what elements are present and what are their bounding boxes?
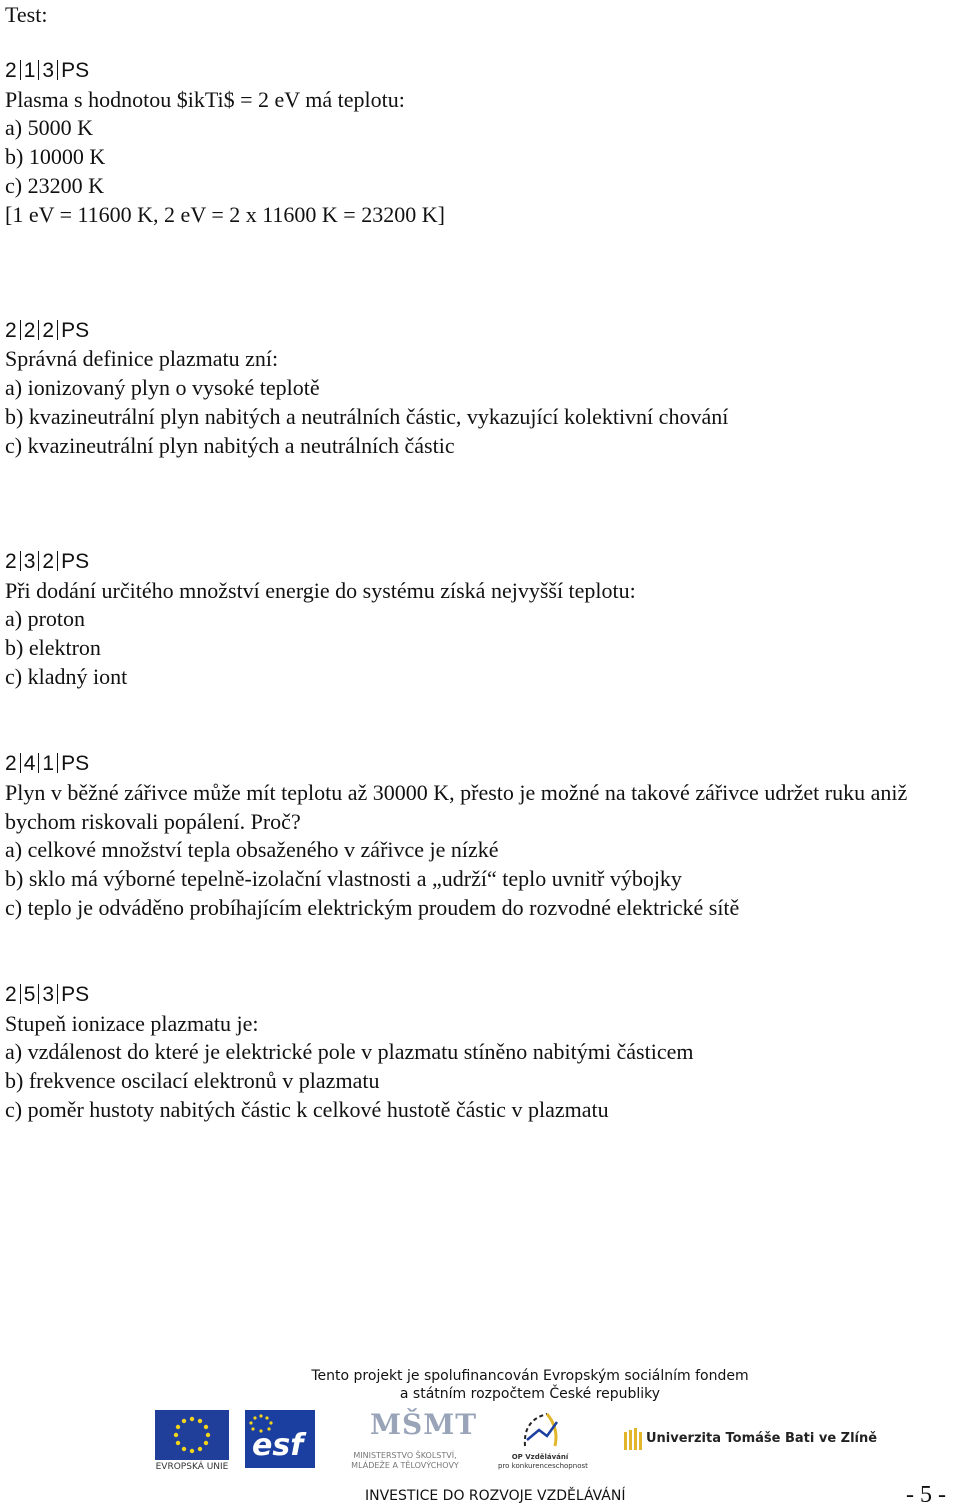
op-vk-caption-line2: pro konkurenceschopnost: [498, 1462, 588, 1470]
utb-wordmark: Univerzita Tomáše Bati ve Zlíně: [646, 1431, 878, 1446]
code-part: 2: [5, 319, 17, 342]
code-separator: [38, 984, 39, 1004]
code-part: 2: [5, 59, 17, 82]
question-text: Plasma s hodnotou $ikTi$ = 2 eV má teplotu:: [5, 87, 405, 112]
code-separator: [20, 60, 21, 80]
code-part: 2: [5, 550, 17, 573]
answer-option: b) elektron: [5, 635, 101, 660]
msmt-caption-line1: MINISTERSTVO ŠKOLSTVÍ,: [353, 1451, 457, 1460]
code-separator: [38, 320, 39, 340]
op-vk-logo: [517, 1410, 563, 1452]
code-separator: [20, 984, 21, 1004]
code-separator: [38, 60, 39, 80]
code-part: PS: [61, 319, 90, 342]
msmt-logo: MŠMT: [370, 1408, 478, 1441]
code-part: 3: [42, 983, 55, 1006]
question-text: Plyn v běžné zářivce může mít teplotu až 30000 K, přesto je možné na takové zářivce udržet ruku aniž bychom riskovali popálení. Proč?: [5, 780, 908, 834]
funding-note-line1: Tento projekt je spolufinancován Evropským sociálním fondem: [311, 1368, 749, 1384]
code-part: 2: [5, 983, 17, 1006]
code-part: 3: [42, 59, 55, 82]
code-part: 1: [42, 752, 55, 775]
answer-option: c) kladný iont: [5, 664, 128, 689]
answer-option: a) 5000 K: [5, 115, 93, 140]
code-separator: [20, 753, 21, 773]
code-separator: [57, 551, 58, 571]
answer-option: a) ionizovaný plyn o vysoké teplotě: [5, 375, 320, 400]
code-separator: [57, 320, 58, 340]
utb-emblem-icon: [624, 1428, 642, 1450]
code-separator: [38, 753, 39, 773]
answer-option: b) 10000 K: [5, 144, 106, 169]
answer-option: a) proton: [5, 606, 86, 631]
esf-wordmark: esf: [252, 1428, 304, 1463]
eu-caption: EVROPSKÁ UNIE: [155, 1462, 229, 1472]
question-text: Při dodání určitého množství energie do systému získá nejvyšší teplotu:: [5, 578, 636, 603]
code-part: 4: [23, 752, 36, 775]
answer-option: b) sklo má výborné tepelně-izolační vlastnosti a „udrží“ teplo uvnitř výbojky: [5, 866, 682, 891]
answer-option: c) poměr hustoty nabitých částic k celkové hustotě částic v plazmatu: [5, 1097, 609, 1122]
code-part: 2: [23, 319, 36, 342]
answer-option: a) vzdálenost do které je elektrické pole v plazmatu stíněno nabitými částicem: [5, 1039, 694, 1064]
answer-note: [1 eV = 11600 K, 2 eV = 2 x 11600 K = 23200 K]: [5, 202, 445, 227]
question-code: [5, 749, 89, 778]
code-separator: [20, 551, 21, 571]
question-code: [5, 547, 89, 576]
question-text: Stupeň ionizace plazmatu je:: [5, 1011, 259, 1036]
op-vk-caption-line1: OP Vzdělávání: [511, 1453, 569, 1461]
answer-option: c) 23200 K: [5, 173, 104, 198]
code-part: 2: [5, 752, 17, 775]
answer-option: a) celkové množství tepla obsaženého v zářivce je nízké: [5, 837, 499, 862]
code-part: 5: [23, 983, 36, 1006]
code-part: 1: [23, 59, 36, 82]
answer-option: c) teplo je odváděno probíhajícím elektrickým proudem do rozvodné elektrické sítě: [5, 895, 740, 920]
answer-option: b) kvazineutrální plyn nabitých a neutrálních částic, vykazující kolektivní chování: [5, 404, 729, 429]
test-heading: Test:: [5, 2, 48, 27]
code-separator: [57, 984, 58, 1004]
code-separator: [57, 60, 58, 80]
code-separator: [38, 551, 39, 571]
code-part: PS: [61, 983, 90, 1006]
question-code: [5, 316, 89, 345]
funding-note-line2: a státním rozpočtem České republiky: [399, 1386, 661, 1402]
code-part: PS: [61, 752, 90, 775]
answer-option: b) frekvence oscilací elektronů v plazmatu: [5, 1068, 380, 1093]
code-part: 2: [42, 550, 55, 573]
code-part: PS: [61, 59, 90, 82]
code-part: PS: [61, 550, 90, 573]
code-separator: [20, 320, 21, 340]
code-separator: [57, 753, 58, 773]
page-number: - 5 -: [906, 1482, 946, 1508]
question-code: [5, 56, 89, 85]
msmt-caption-line2: MLÁDEŽE A TĚLOVÝCHOVY: [351, 1461, 459, 1470]
question-text: Správná definice plazmatu zní:: [5, 346, 279, 371]
code-part: 3: [23, 550, 36, 573]
answer-option: c) kvazineutrální plyn nabitých a neutrálních částic: [5, 433, 455, 458]
code-part: 2: [42, 319, 55, 342]
question-code: [5, 980, 89, 1009]
eu-flag-logo: [155, 1410, 229, 1460]
footer-slogan: INVESTICE DO ROZVOJE VZDĚLÁVÁNÍ: [365, 1488, 626, 1504]
